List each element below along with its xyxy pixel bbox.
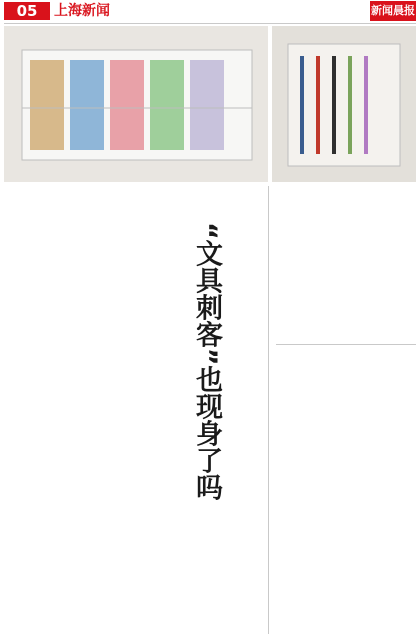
page-number: 05 (4, 2, 50, 20)
sidebar-story-2-body (276, 376, 416, 634)
section-name: 上海新闻 (54, 3, 110, 19)
body-column-1 (8, 272, 118, 634)
masthead-divider (4, 23, 416, 24)
sidebar-story-1-body (276, 216, 416, 340)
masthead (0, 0, 420, 22)
sidebar-divider (276, 344, 416, 345)
stationery-shelf-illustration (4, 26, 268, 182)
stationery-shelf-photo (4, 26, 268, 182)
main-headline: “文具刺客”也现身了吗 (191, 222, 222, 501)
left-photo-caption (250, 34, 260, 164)
body-column-2 (122, 196, 184, 634)
column-divider (268, 186, 269, 634)
right-photo-caption (400, 34, 410, 164)
pen-display-illustration (272, 26, 416, 182)
pen-display-photo (272, 26, 416, 182)
body-column-1-top (8, 196, 118, 246)
newspaper-logo: 新闻晨报 (370, 1, 416, 21)
body-column-3 (186, 522, 266, 634)
